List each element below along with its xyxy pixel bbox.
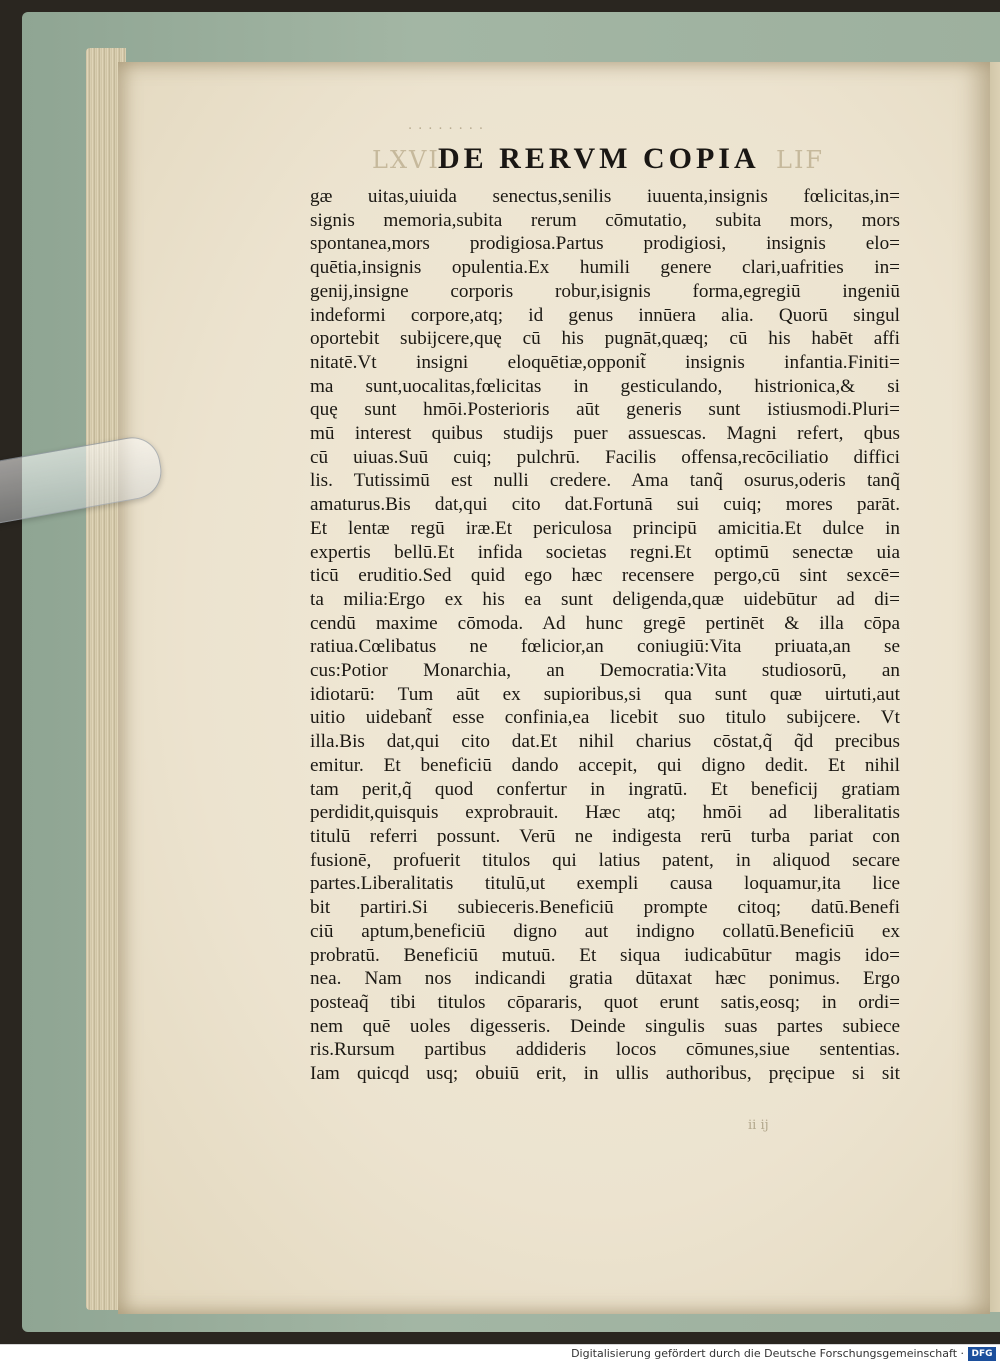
text-line: posteaq̃ tibi titulos cōpararis, quot erunt satis,eosq; in ordi= <box>310 991 900 1013</box>
text-line: oportebit subijcere,quę cū his pugnāt,quæq; cū his habēt affi <box>310 328 900 350</box>
text-line: emitur. Et beneficiū dando accepit, qui digno dedit. Et nihil <box>310 754 900 776</box>
text-line: ma sunt,uocalitas,fœlicitas in gesticulando, histrionica,& si <box>310 375 900 397</box>
text-line: illa.Bis dat,qui cito dat.Et nihil charius cōstat,q̃ q̃d precibus <box>310 731 900 753</box>
text-line: tam perit,q̃ quod confertur in ingratū. Et beneficij gratiam <box>310 778 900 800</box>
text-line: nea. Nam nos indicandi gratia dūtaxat hæc ponimus. Ergo <box>310 968 900 990</box>
text-line: cendū maxime cōmoda. Ad hunc gregē pertinēt & illa cōpa <box>310 612 900 634</box>
text-line: cū uiuas.Suū cuiq; pulchrū. Facilis offensa,recōciliatio diffici <box>310 446 900 468</box>
text-line: ta milia:Ergo ex his ea sunt deligenda,quæ uidebūtur ad di= <box>310 588 900 610</box>
footer-bar <box>0 1344 1000 1364</box>
signature-mark: ii ij <box>748 1118 769 1133</box>
text-line: nitatē.Vt insigni eloquētiæ,opponit̃ insignis infantia.Finiti= <box>310 351 900 373</box>
text-line: fusionē, profuerit titulos qui latius patent, in aliquod secare <box>310 849 900 871</box>
text-line: ratiua.Cœlibatus ne fœlicior,an coniugiū:Vita priuata,an se <box>310 636 900 658</box>
text-line: bit partiri.Si subieceris.Beneficiū prompte citoq; datū.Benefi <box>310 897 900 919</box>
text-line: ciū aptum,beneficiū digno aut indigno collatū.Beneficiū ex <box>310 920 900 942</box>
dfg-logo: DFG <box>968 1347 996 1361</box>
text-line: probratū. Beneficiū mutuū. Et siqua iudicabūtur magis ido= <box>310 944 900 966</box>
text-line: titulū referri possunt. Verū ne indigesta rerū turba pariat con <box>310 825 900 847</box>
text-line: amaturus.Bis dat,qui cito dat.Fortunā sui cuiq; mores parāt. <box>310 494 900 516</box>
text-line: quētia,insignis opulentia.Ex humili genere clari,uafrities in= <box>310 257 900 279</box>
text-line: perdidit,quisquis exprobrauit. Hæc atq; hmōi ad liberalitatis <box>310 802 900 824</box>
footer-credit: Digitalisierung gefördert durch die Deutsche Forschungsgemeinschaft · <box>571 1347 964 1360</box>
show-through-right: LIF <box>776 146 825 174</box>
text-line: Et lentæ regū iræ.Et periculosa principū amicitia.Et dulce in <box>310 517 900 539</box>
text-line: expertis bellū.Et infida societas regni.Et optimū senectæ uia <box>310 541 900 563</box>
text-line: idiotarū: Tum aūt ex supioribus,si qua sunt quæ uirtuti,aut <box>310 683 900 705</box>
text-line: nem quē uoles digesseris. Deinde singulis suas partes subiece <box>310 1015 900 1037</box>
text-line: indeformi corpore,atq; id genus innūera alia. Quorū singul <box>310 304 900 326</box>
text-line: partes.Liberalitatis titulū,ut exempli causa loquamur,ita lice <box>310 873 900 895</box>
show-through-left: LXVI <box>372 146 440 174</box>
text-line: spontanea,mors prodigiosa.Partus prodigiosi, insignis elo= <box>310 233 900 255</box>
text-line: mū interest quibus studijs puer assuescas. Magni refert, qbus <box>310 423 900 445</box>
text-line: ticū eruditio.Sed quid ego hæc recensere pergo,cū sint sexcē= <box>310 565 900 587</box>
running-head: DE RERVM COPIA <box>438 142 760 175</box>
text-line: uitio uidebant̃ esse confinia,ea licebit suo titulo subijcere. Vt <box>310 707 900 729</box>
text-line: signis memoria,subita rerum cōmutatio, subita mors, mors <box>310 209 900 231</box>
text-line: genij,insigne corporis robur,isignis forma,egregiū ingeniū <box>310 280 900 302</box>
text-line: lis. Tutissimū est nulli credere. Ama tanq̃ osurus,oderis tanq̃ <box>310 470 900 492</box>
text-line: gæ uitas,uiuida senectus,senilis iuuenta,insignis fœlicitas,in= <box>310 186 900 207</box>
text-line: cus:Potior Monarchia, an Democratia:Vita studiosorū, an <box>310 660 900 682</box>
body-text <box>310 185 900 1086</box>
faint-mark: ........ <box>408 118 490 133</box>
text-line: Iam quicqd usq; obuiū erit, in ullis authoribus, pręcipue si sit <box>310 1063 900 1085</box>
text-line: ris.Rursum partibus addideris locos cōmunes,siue sententias. <box>310 1039 900 1061</box>
text-line: quę sunt hmōi.Posterioris aūt generis sunt istiusmodi.Pluri= <box>310 399 900 421</box>
